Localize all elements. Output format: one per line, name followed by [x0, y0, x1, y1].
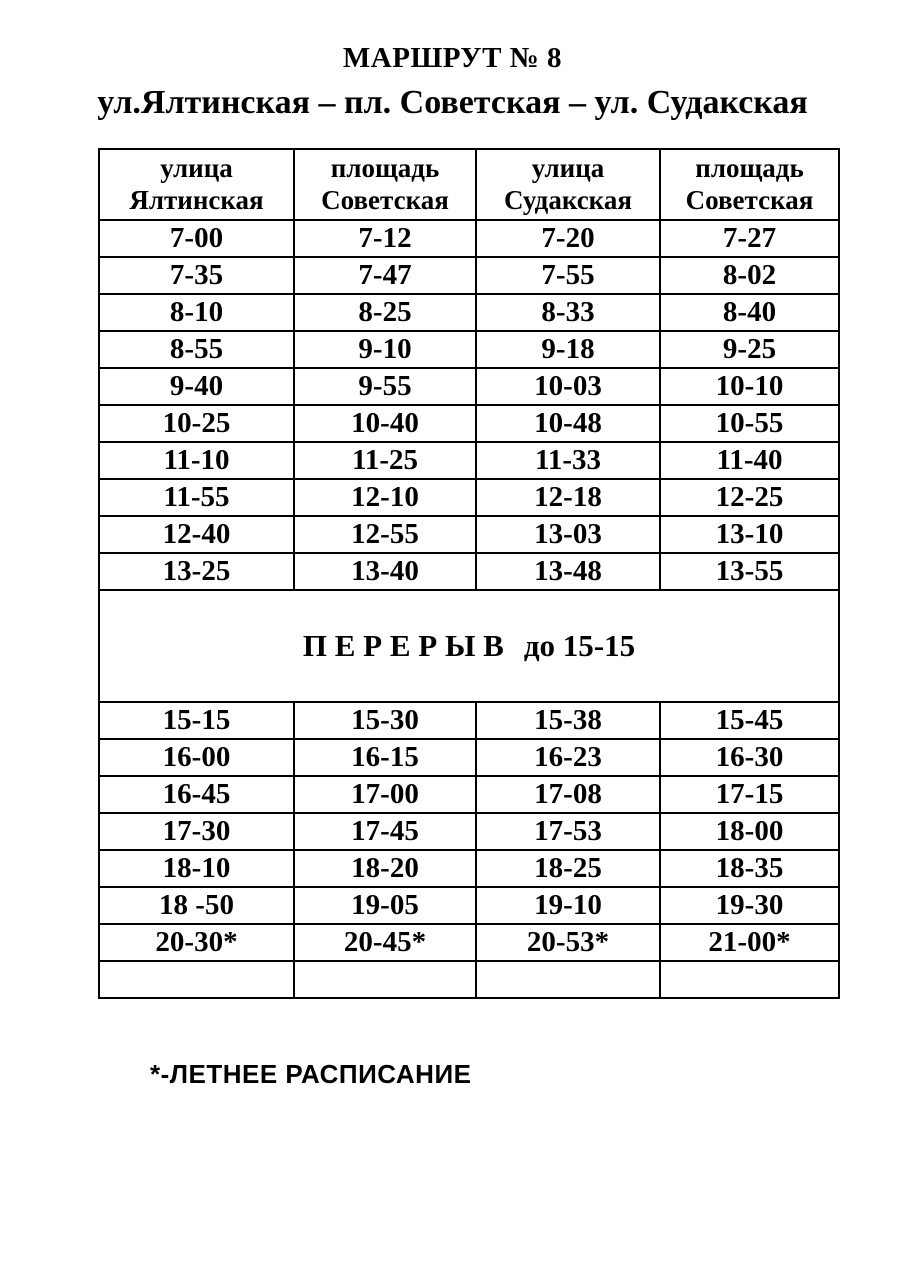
- time-cell: 11-25: [294, 442, 476, 479]
- time-cell: 7-00: [99, 220, 294, 257]
- column-header-sovetskaya-2: [660, 149, 839, 220]
- schedule-table: [98, 148, 840, 999]
- break-section: [99, 590, 839, 702]
- time-cell: 13-55: [660, 553, 839, 590]
- table-row: [99, 813, 839, 850]
- time-cell: 8-02: [660, 257, 839, 294]
- time-cell: 7-12: [294, 220, 476, 257]
- table-row: [99, 739, 839, 776]
- table-row: [99, 850, 839, 887]
- table-row: [99, 405, 839, 442]
- time-cell: 15-38: [476, 702, 660, 739]
- time-cell: 13-25: [99, 553, 294, 590]
- column-header-line: Советская: [321, 185, 449, 216]
- time-cell: 18-25: [476, 850, 660, 887]
- time-cell: 18-20: [294, 850, 476, 887]
- time-cell: 10-55: [660, 405, 839, 442]
- time-cell: 9-55: [294, 368, 476, 405]
- time-cell: 8-40: [660, 294, 839, 331]
- morning-rows: [99, 220, 839, 590]
- table-row: [99, 479, 839, 516]
- break-row: [99, 590, 839, 702]
- time-cell: 17-30: [99, 813, 294, 850]
- time-cell: 15-45: [660, 702, 839, 739]
- table-row: [99, 331, 839, 368]
- time-cell: 16-15: [294, 739, 476, 776]
- time-cell: 12-40: [99, 516, 294, 553]
- time-cell: 18 -50: [99, 887, 294, 924]
- time-cell: 7-20: [476, 220, 660, 257]
- column-header-sovetskaya-1: [294, 149, 476, 220]
- column-header-sudakskaya: [476, 149, 660, 220]
- time-cell: 21-00*: [660, 924, 839, 961]
- time-cell: 17-53: [476, 813, 660, 850]
- time-cell: [294, 961, 476, 998]
- time-cell: 20-45*: [294, 924, 476, 961]
- time-cell: 11-10: [99, 442, 294, 479]
- break-cell: [99, 590, 839, 702]
- time-cell: 7-47: [294, 257, 476, 294]
- time-cell: 19-05: [294, 887, 476, 924]
- table-row: [99, 516, 839, 553]
- column-header-line: улица: [531, 153, 605, 183]
- time-cell: 17-15: [660, 776, 839, 813]
- time-cell: 15-15: [99, 702, 294, 739]
- time-cell: 20-53*: [476, 924, 660, 961]
- time-cell: 13-10: [660, 516, 839, 553]
- time-cell: 7-27: [660, 220, 839, 257]
- time-cell: 9-18: [476, 331, 660, 368]
- time-cell: [476, 961, 660, 998]
- time-cell: 19-30: [660, 887, 839, 924]
- time-cell: 10-48: [476, 405, 660, 442]
- time-cell: 13-03: [476, 516, 660, 553]
- time-cell: 8-33: [476, 294, 660, 331]
- table-row: [99, 294, 839, 331]
- time-cell: 16-45: [99, 776, 294, 813]
- time-cell: 11-33: [476, 442, 660, 479]
- column-header-line: площадь: [330, 153, 440, 183]
- time-cell: 11-40: [660, 442, 839, 479]
- column-header-line: Советская: [685, 185, 814, 216]
- time-cell: 10-03: [476, 368, 660, 405]
- table-row: [99, 442, 839, 479]
- time-cell: 19-10: [476, 887, 660, 924]
- time-cell: 10-10: [660, 368, 839, 405]
- time-cell: 10-40: [294, 405, 476, 442]
- time-cell: 16-23: [476, 739, 660, 776]
- table-row: [99, 776, 839, 813]
- column-header-line: площадь: [695, 153, 804, 183]
- time-cell: 10-25: [99, 405, 294, 442]
- time-cell: 9-10: [294, 331, 476, 368]
- time-cell: 13-40: [294, 553, 476, 590]
- time-cell: 12-25: [660, 479, 839, 516]
- column-header-yaltinskaya: [99, 149, 294, 220]
- time-cell: 20-30*: [99, 924, 294, 961]
- break-until: до 15-15: [523, 627, 636, 663]
- time-cell: 8-55: [99, 331, 294, 368]
- page-title: МАРШРУТ № 8: [342, 42, 563, 74]
- time-cell: 17-08: [476, 776, 660, 813]
- afternoon-rows: [99, 702, 839, 998]
- time-cell: 18-35: [660, 850, 839, 887]
- header-row: [99, 149, 839, 220]
- table-row: [99, 553, 839, 590]
- column-header-line: Судакская: [504, 185, 632, 216]
- time-cell: 8-25: [294, 294, 476, 331]
- time-cell: 12-10: [294, 479, 476, 516]
- time-cell: 9-40: [99, 368, 294, 405]
- column-header-line: Ялтинская: [129, 185, 264, 216]
- time-cell: 12-18: [476, 479, 660, 516]
- table-row: [99, 257, 839, 294]
- time-cell: 17-00: [294, 776, 476, 813]
- time-cell: 18-10: [99, 850, 294, 887]
- time-cell: 17-45: [294, 813, 476, 850]
- time-cell: 16-30: [660, 739, 839, 776]
- time-cell: 9-25: [660, 331, 839, 368]
- time-cell: 18-00: [660, 813, 839, 850]
- time-cell: 11-55: [99, 479, 294, 516]
- time-cell: [660, 961, 839, 998]
- time-cell: 13-48: [476, 553, 660, 590]
- time-cell: 12-55: [294, 516, 476, 553]
- time-cell: 8-10: [99, 294, 294, 331]
- time-cell: 15-30: [294, 702, 476, 739]
- column-header-line: улица: [160, 153, 233, 183]
- summer-schedule-footnote: *-ЛЕТНЕЕ РАСПИСАНИЕ: [150, 1058, 472, 1089]
- route-subtitle: ул.Ялтинская – пл. Советская – ул. Судакская: [97, 84, 808, 121]
- table-row: [99, 924, 839, 961]
- table-row: [99, 961, 839, 998]
- time-cell: 7-35: [99, 257, 294, 294]
- time-cell: 16-00: [99, 739, 294, 776]
- table-row: [99, 220, 839, 257]
- table-row: [99, 702, 839, 739]
- table-row: [99, 368, 839, 405]
- table-row: [99, 887, 839, 924]
- time-cell: 7-55: [476, 257, 660, 294]
- table-header: [99, 149, 839, 220]
- break-label: П Е Р Е Р Ы В: [302, 627, 504, 663]
- time-cell: [99, 961, 294, 998]
